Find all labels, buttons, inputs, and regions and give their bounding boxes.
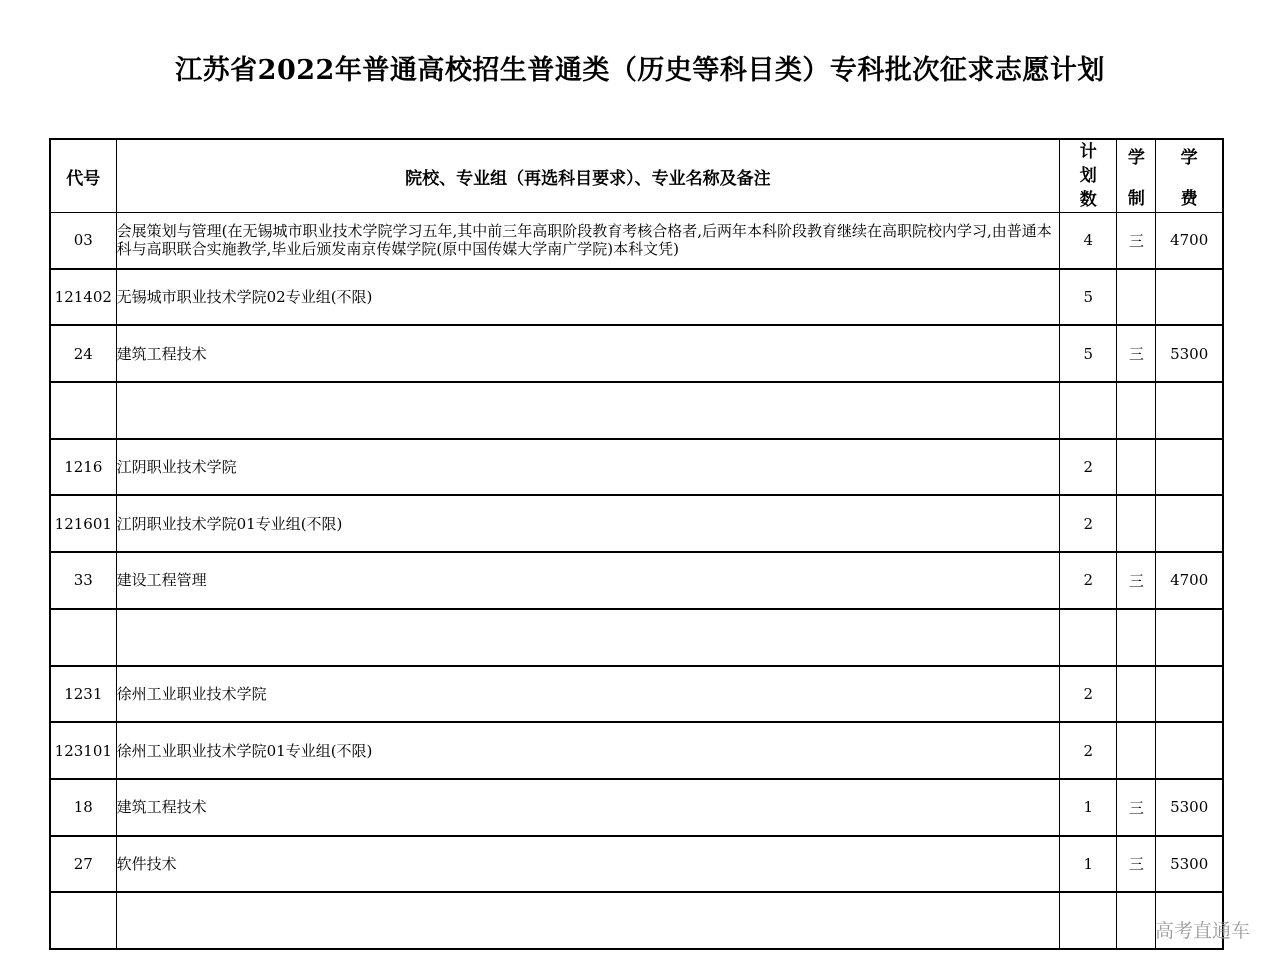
cell-years: 三 bbox=[1117, 325, 1156, 382]
header-fee bbox=[1156, 139, 1223, 213]
cell-plan: 5 bbox=[1060, 325, 1117, 382]
cell-plan bbox=[1060, 892, 1117, 949]
cell-fee bbox=[1156, 609, 1223, 666]
cell-code: 27 bbox=[50, 836, 116, 893]
cell-name: 软件技术 bbox=[116, 836, 1060, 893]
cell-years: 三 bbox=[1117, 836, 1156, 893]
cell-years bbox=[1117, 722, 1156, 779]
table-row bbox=[50, 495, 1223, 552]
watermark: 高考直通车 bbox=[1154, 920, 1250, 942]
cell-code: 121601 bbox=[50, 495, 116, 552]
cell-name bbox=[116, 892, 1060, 949]
cell-plan: 4 bbox=[1060, 213, 1117, 269]
cell-plan: 5 bbox=[1060, 269, 1117, 326]
table-row bbox=[50, 382, 1223, 439]
header-plan-char-1: 计 bbox=[1079, 142, 1097, 162]
cell-fee: 5300 bbox=[1156, 325, 1223, 382]
header-years-char-1: 学 bbox=[1127, 148, 1145, 168]
header-fee-char-2: 费 bbox=[1180, 189, 1198, 209]
cell-years: 三 bbox=[1117, 552, 1156, 609]
header-code: 代号 bbox=[50, 139, 116, 213]
header-plan bbox=[1060, 139, 1117, 213]
cell-plan: 1 bbox=[1060, 779, 1117, 836]
cell-code: 1216 bbox=[50, 439, 116, 496]
cell-name: 建筑工程技术 bbox=[116, 325, 1060, 382]
table-row bbox=[50, 722, 1223, 779]
cell-name: 建筑工程技术 bbox=[116, 779, 1060, 836]
cell-name bbox=[116, 609, 1060, 666]
cell-code: 33 bbox=[50, 552, 116, 609]
header-years-char-2: 制 bbox=[1127, 189, 1145, 209]
table-row bbox=[50, 609, 1223, 666]
cell-code: 121402 bbox=[50, 269, 116, 326]
cell-plan: 1 bbox=[1060, 836, 1117, 893]
cell-name: 会展策划与管理(在无锡城市职业技术学院学习五年,其中前三年高职阶段教育考核合格者,后两年本科阶段教育继续在高职院校内学习,由普通本科与高职联合实施教学,毕业后颁发南京传媒学院(原中国传媒大学南广学院)本科文凭) bbox=[116, 213, 1060, 269]
cell-name: 建设工程管理 bbox=[116, 552, 1060, 609]
cell-plan: 2 bbox=[1060, 495, 1117, 552]
cell-years: 三 bbox=[1117, 779, 1156, 836]
table-row bbox=[50, 439, 1223, 496]
cell-name: 徐州工业职业技术学院 bbox=[116, 666, 1060, 723]
cell-years bbox=[1117, 609, 1156, 666]
cell-plan bbox=[1060, 382, 1117, 439]
cell-code: 1231 bbox=[50, 666, 116, 723]
cell-plan: 2 bbox=[1060, 722, 1117, 779]
header-name: 院校、专业组（再选科目要求）、专业名称及备注 bbox=[116, 139, 1060, 213]
cell-name bbox=[116, 382, 1060, 439]
table-header-row bbox=[50, 139, 1223, 213]
cell-plan bbox=[1060, 609, 1117, 666]
cell-code bbox=[50, 382, 116, 439]
cell-code: 123101 bbox=[50, 722, 116, 779]
cell-plan: 2 bbox=[1060, 666, 1117, 723]
cell-fee bbox=[1156, 666, 1223, 723]
cell-plan: 2 bbox=[1060, 439, 1117, 496]
cell-fee: 4700 bbox=[1156, 213, 1223, 269]
cell-fee bbox=[1156, 722, 1223, 779]
table-row bbox=[50, 269, 1223, 326]
cell-plan: 2 bbox=[1060, 552, 1117, 609]
cell-fee bbox=[1156, 439, 1223, 496]
table-row bbox=[50, 552, 1223, 609]
cell-fee bbox=[1156, 495, 1223, 552]
cell-fee: 4700 bbox=[1156, 552, 1223, 609]
plan-table bbox=[49, 138, 1224, 950]
cell-code: 24 bbox=[50, 325, 116, 382]
header-years bbox=[1117, 139, 1156, 213]
cell-code bbox=[50, 892, 116, 949]
table-row bbox=[50, 666, 1223, 723]
header-fee-char-1: 学 bbox=[1180, 148, 1198, 168]
cell-code bbox=[50, 609, 116, 666]
cell-name: 无锡城市职业技术学院02专业组(不限) bbox=[116, 269, 1060, 326]
cell-name: 江阴职业技术学院01专业组(不限) bbox=[116, 495, 1060, 552]
table-row bbox=[50, 213, 1223, 269]
cell-fee: 5300 bbox=[1156, 779, 1223, 836]
cell-years bbox=[1117, 495, 1156, 552]
header-plan-char-3: 数 bbox=[1079, 190, 1097, 210]
cell-code: 03 bbox=[50, 213, 116, 269]
cell-fee bbox=[1156, 269, 1223, 326]
cell-years bbox=[1117, 666, 1156, 723]
table-row bbox=[50, 836, 1223, 893]
table-row bbox=[50, 325, 1223, 382]
cell-name: 江阴职业技术学院 bbox=[116, 439, 1060, 496]
header-plan-char-2: 划 bbox=[1079, 166, 1097, 186]
cell-code: 18 bbox=[50, 779, 116, 836]
page-title: 江苏省2022年普通高校招生普通类（历史等科目类）专科批次征求志愿计划 bbox=[175, 55, 1105, 86]
cell-years bbox=[1117, 382, 1156, 439]
cell-years bbox=[1117, 269, 1156, 326]
cell-years bbox=[1117, 439, 1156, 496]
cell-fee bbox=[1156, 382, 1223, 439]
cell-name: 徐州工业职业技术学院01专业组(不限) bbox=[116, 722, 1060, 779]
cell-years: 三 bbox=[1117, 213, 1156, 269]
table-row bbox=[50, 779, 1223, 836]
table-row bbox=[50, 892, 1223, 949]
cell-fee: 5300 bbox=[1156, 836, 1223, 893]
cell-years bbox=[1117, 892, 1156, 949]
